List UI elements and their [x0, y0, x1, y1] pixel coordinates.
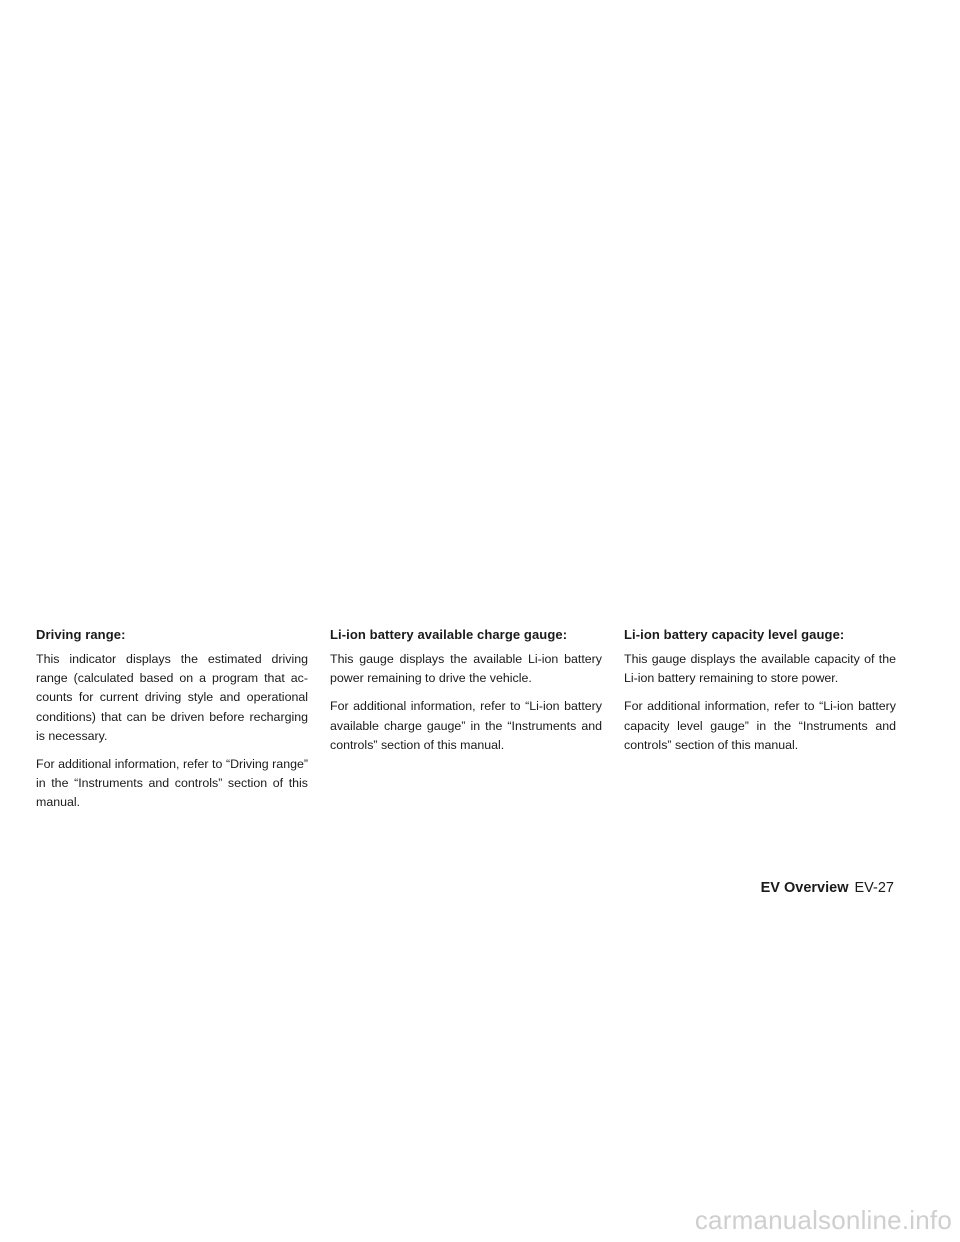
paragraph: This indicator displays the estimated driving range (calculated based on a program that ac-counts for current driving style and operational conditions) that can be driven before recharging is necessary.: [36, 652, 308, 743]
footer-section-name: EV Overview: [760, 880, 849, 896]
section-heading: Li-ion battery capacity level gauge:: [624, 627, 845, 642]
paragraph: For additional information, refer to “Driving range” in the “Instruments and controls” section of this manual.: [36, 757, 308, 810]
page-footer: [761, 878, 894, 898]
paragraph: This gauge displays the available capacity of the Li-ion battery remaining to store power.: [624, 652, 896, 686]
paragraph: For additional information, refer to “Li-ion battery capacity level gauge” in the “Instruments and controls” section of this manual.: [624, 699, 896, 752]
paragraph: This gauge displays the available Li-ion battery power remaining to drive the vehicle.: [330, 652, 602, 686]
section-heading: Li-ion battery available charge gauge:: [330, 627, 568, 642]
paragraph: For additional information, refer to “Li-ion battery available charge gauge” in the “Instruments and controls” section of this manual.: [330, 699, 602, 752]
section-driving-range: [36, 625, 308, 822]
section-heading: Driving range:: [36, 627, 126, 642]
section-capacity-level-gauge: [624, 625, 896, 764]
page-number: EV-27: [854, 880, 894, 896]
section-available-charge-gauge: [330, 625, 602, 764]
watermark: carmanualsonline.info: [694, 1205, 952, 1235]
